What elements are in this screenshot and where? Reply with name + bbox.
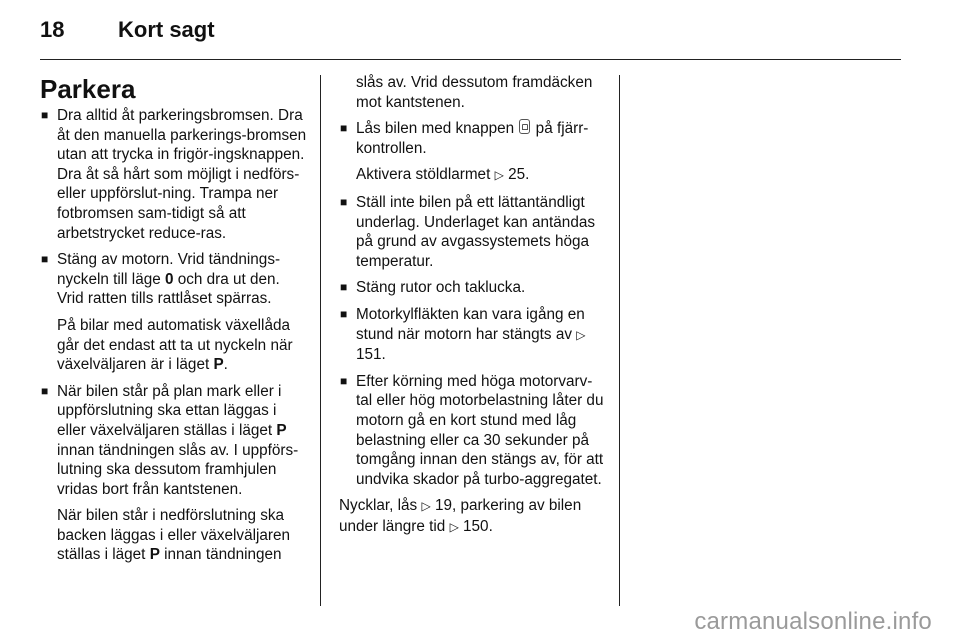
lock-key-icon [519, 119, 530, 134]
sub-text: När bilen står i nedförslutning ska backen läggas i eller växelväljaren ställas i läget [57, 507, 290, 564]
bullet-icon: ■ [340, 280, 348, 295]
gear-position: P [149, 546, 160, 564]
section-title: Parkera [40, 74, 136, 104]
bullet-icon: ■ [340, 306, 348, 321]
instruction-list [40, 106, 308, 565]
column-1 [40, 73, 308, 572]
item-text: Stäng rutor och taklucka. [356, 279, 526, 297]
item-text: Stäng av motorn. Vrid tändnings-nyckeln till läge [57, 251, 281, 288]
page-header [40, 17, 900, 51]
item-text: Motorkylfläkten kan vara igång en stund när motorn har stängts av [356, 305, 585, 343]
sub-paragraph [57, 506, 308, 565]
page-reference[interactable]: 151. [356, 346, 386, 364]
list-item [40, 106, 308, 243]
item-text: Lås bilen med knappen [356, 120, 519, 138]
bullet-icon: ■ [340, 194, 348, 209]
bullet-icon: ■ [41, 383, 49, 398]
ignition-position: 0 [164, 270, 174, 288]
item-text: innan tändningen slås av. I uppförs-lutning ska dessutom framhjulen vridas bort från kantstenen. [57, 441, 299, 498]
column-2 [339, 73, 607, 537]
instruction-list [339, 119, 607, 489]
list-item [339, 305, 607, 365]
column-divider-2 [619, 75, 620, 606]
page-reference[interactable]: 19, parkering av bilen under längre tid [339, 497, 582, 535]
list-item [339, 193, 607, 271]
sub-text: . [223, 356, 228, 374]
item-text: Efter körning med höga motorvarv-tal eller hög motorbelastning låter du motorn gå en kort stund med låg belastning eller ca 30 sekunder på tomgång innan den stängs av, för att undvika skador på turbo-aggregatet. [356, 372, 604, 488]
item-text: på fjärr-kontrollen. [356, 120, 589, 157]
reference-arrow-icon: ▷ [494, 168, 504, 183]
bullet-icon: ■ [340, 121, 348, 136]
bullet-icon: ■ [41, 252, 49, 267]
header-divider [40, 59, 901, 60]
watermark: carmanualsonline.info [694, 608, 932, 635]
sub-paragraph [356, 165, 607, 186]
page-number: 18 [40, 17, 65, 42]
list-item [40, 250, 308, 375]
sub-paragraph [57, 316, 308, 375]
item-text: När bilen står på plan mark eller i uppförslutning ska ettan läggas i eller växelväljaren ställas i läget [57, 382, 282, 439]
page-reference[interactable]: 150. [463, 517, 493, 535]
sub-text: På bilar med automatisk växellåda går det endast att ta ut nyckeln när växelväljaren är i läget [57, 316, 293, 374]
list-item [40, 382, 308, 565]
list-item [339, 372, 607, 490]
reference-arrow-icon: ▷ [576, 327, 586, 342]
gear-position: P [213, 356, 224, 374]
cross-reference-paragraph [339, 496, 607, 537]
reference-arrow-icon: ▷ [421, 499, 431, 514]
item-text: Ställ inte bilen på ett lättantändligt underlag. Underlaget kan antändas på grund av avgassystemets höga temperatur. [356, 193, 595, 270]
bullet-icon: ■ [340, 373, 348, 388]
item-text: Dra alltid åt parkeringsbromsen. Dra åt den manuella parkerings-bromsen utan att trycka in frigör-ingsknappen. Dra åt så hårt som möjligt i nedförs- eller uppförslut-ning. Trampa ner fotbromsen sam-tidigt så att arbetstrycket reduce-ras. [57, 107, 307, 242]
page-title: Kort sagt [118, 17, 215, 42]
gear-position: P [276, 421, 287, 439]
page-reference[interactable]: 25. [508, 166, 530, 184]
sub-text: innan tändningen [159, 546, 282, 564]
item-text: och dra ut den. Vrid ratten tills rattlåset spärras. [57, 270, 280, 308]
list-item [339, 119, 607, 186]
column-divider-1 [320, 75, 321, 606]
continued-text: slås av. Vrid dessutom framdäcken mot kantstenen. [356, 74, 593, 111]
footer-text: Nycklar, lås [339, 497, 422, 515]
list-item [339, 278, 607, 298]
sub-text: Aktivera stöldlarmet [356, 166, 495, 184]
reference-arrow-icon: ▷ [449, 519, 459, 534]
bullet-icon: ■ [41, 108, 49, 122]
